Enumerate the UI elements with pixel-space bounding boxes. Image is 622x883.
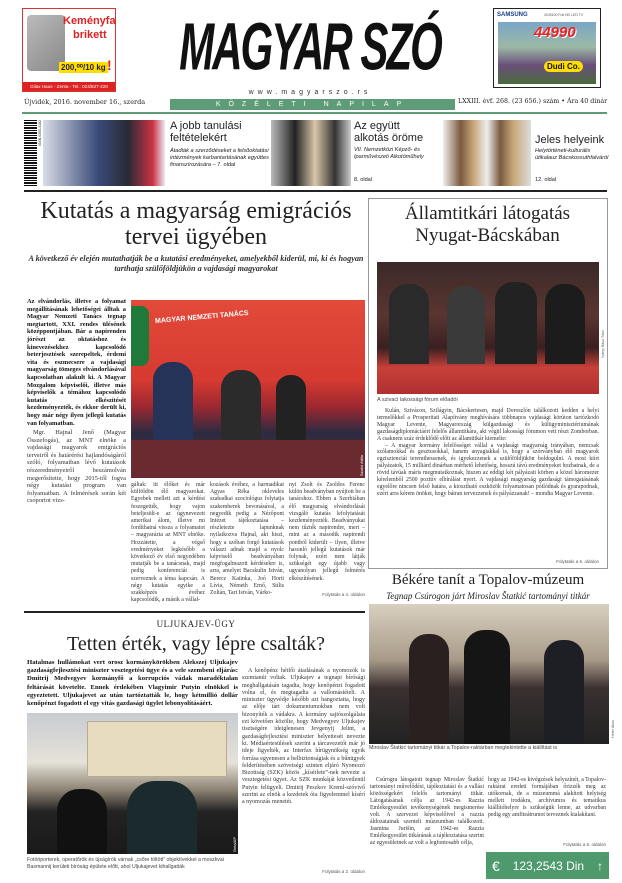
main-lead bbox=[27, 298, 126, 598]
header-rule bbox=[22, 112, 607, 114]
visitor-2 bbox=[464, 630, 510, 744]
visitor-3 bbox=[544, 640, 584, 744]
barcode bbox=[24, 120, 37, 186]
uljukajev-col: A kenőpénz hétfői átadásának a nyomozók is szemtanúi voltak. Uljukajev a tegnapi bírósági meghallgatásán tagadta, hogy kenőpénzt fogadott volna el, és megtagadta a vallomástételt. A miniszter ügyvédje később azt hangoztatta, hogy az elője tárt dokumentumokban nem volt bizonyíték a vádakra. A kormány sajtószolgálata ezt követően közölte, hogy Medvegyev Uljukajev tisztségére ideiglenesen Jevgenyij Jelint, a gazdaságfejlesztési miniszter helyettesét nevezte ki. Médiaértesülések szerint a tárcavezetőt már jó ideje figyelték, az Interfax hírügynökség egyik forrása egyenesen a belbiztonságiak és a bűnügyek felderítésében szövetségi szinten eljáró Nyomozó Bizottság (SZK) közös „kísérlete”-nek nevezte a vesztegetési ügyet. Az SZK munkáját közvetlenül Putyin felügyeli. Dmitrij Peszkov Kreml-szóvivő szerint az elnök a kezdetek óta figyelemmel kísérí a nyomozás menetét. bbox=[242, 668, 365, 806]
trend-up-icon: ↑ bbox=[597, 858, 603, 873]
topalov-photo[interactable] bbox=[369, 604, 609, 744]
person-3 bbox=[495, 282, 537, 364]
topalov-headline[interactable]: Békére tanít a Topalov-múzeum bbox=[391, 572, 585, 588]
main-headline[interactable]: Kutatás a magyarság emigrációs tervei ügyében bbox=[40, 198, 352, 250]
main-rule bbox=[24, 611, 365, 613]
allamtitkar-headline[interactable]: Államtitkári látogatás Nyugat-Bácskában bbox=[404, 203, 571, 246]
ad-exclaim: ! bbox=[107, 57, 112, 73]
euro-rate-box bbox=[486, 852, 609, 879]
teaser-3-text: Helytörténeti-kulturális útikalauz Bácskossuthfalváról bbox=[535, 148, 609, 161]
building bbox=[87, 721, 227, 777]
speaker-right bbox=[276, 375, 306, 440]
uljukajev-kicker: ULJUKAJEV-ÜGY bbox=[156, 619, 236, 629]
euro-icon: € bbox=[492, 857, 500, 874]
teaser-1-photo[interactable] bbox=[43, 120, 165, 186]
allamtitkar-caption: A szivaci lakossági fórum előadói bbox=[377, 397, 458, 403]
speaker-center bbox=[221, 370, 261, 450]
reporter-1 bbox=[57, 789, 107, 854]
person-4 bbox=[545, 284, 585, 364]
topalov-caption: Miroslav Štatkić tartományi titkár a Topalov-raktárban megtekintette a kiállítást is bbox=[369, 745, 558, 751]
ad-shop: Dudi Co. bbox=[544, 61, 583, 72]
teaser-3-photo[interactable] bbox=[443, 120, 531, 186]
topalov-photo-credit: Hefer Ákos bbox=[611, 720, 615, 738]
photo-banner-text: MAGYAR NEMZETI TANÁCS bbox=[154, 309, 249, 326]
teaser-2-title[interactable]: Az együtt alkotás öröme bbox=[354, 120, 424, 144]
ad-title-1: Keményfa bbox=[63, 15, 116, 27]
main-lead-text: Az elvándorlás, illetve a folyamat megállításának lehetőségei álltak a Magyar Nemzeti Tanács tegnap megtartott, XXI. rendes ülésének középpontjában. Bár a napirenden jórészt az oktatáshoz és kinevezésekhez kapcsolódó beterjesztések szerepeltek, érdemi vita és eszmecsere a vajdasági magyarság tömeges elvándorlásával kapcsolatban alakult ki. A Magyar Mozgalom képviselői, illetve más képviselők a témához kapcsolódó kutatás elkészítését kezdeményezték, és ekkor derült ki, hogy már négy ilyen jellegű kutatás van folyamatban. bbox=[27, 298, 126, 427]
topalov-subhead: Tegnap Csúrogon járt Miroslav Štatkić tartományi titkár bbox=[386, 591, 590, 601]
main-paragraph-2: Mgr. Hajnal Jenő (Magyar Összefogás), az MNT elnöke a vajdasági magyarok emigrációs terveiről és határérési hajlandóságáról szóló, folyamatban lévő kutatások részeredményeiről beszámolván megerősítette, hogy 2015-től fogva négy kutatási program van folyamatban. A felmérések során két csoportot vizs- bbox=[27, 429, 126, 505]
main-col-3: kozások évéhez, a harmadikat Agyas Réka okleveles szabadkai szociológus folytatja szakemberek bevonásával, a negyedik pedig a Nézőpont Intézet tájékoztatása – részletezte lapunknak nyilatkozva Hajnal, aki hiszi, hogy a szóban forgó kutatások választ adnak majd a nyolc képviselő beadványában megfogalmazott kérdésekre is, arra, amelyet Bacskulin István, Berecz Katinka, Joó Horti Lívia, Németh Ernő, Stílis Zoltán, Tari István, Várko- bbox=[210, 482, 284, 597]
ad-brikett[interactable] bbox=[22, 8, 116, 92]
topalov-col-2: hogy az 1942-es kivégzések helyszínét, a Topalov-raktárat eredeti formájában őrizzék meg az utókornak, de a múzeummá alakított helyiség mellett irodákra, archívumra és tematikus kiállítóhelyre is szükségük lenne, az udvarban pedig egy amfiteátrumot terveznek kialakítani. bbox=[488, 777, 606, 818]
topalov-col-1: Csúrogra látogatott tegnap Miroslav Štatkić tartományi művelődési, tájékoztatási és a vallási közösségekért felelős tartományi titkár. Látogatásának célja az 1942-es Razzia Emlékegyesület tevékenységének megismerése volt. A szervezet képviselőivel a razzia áldozatainak szentelt múzeumban találkozott. Jasmina Jurišin, az 1942-es Razzia Emlékegyesület titkárának a tájékoztatása szerint az egyesületnek az volt a legfontosabb célja, bbox=[370, 777, 484, 846]
teaser-2-page: 8. oldal bbox=[354, 177, 373, 183]
teaser-rule bbox=[24, 190, 607, 192]
photo-credit: Szabó Attila bbox=[359, 454, 364, 476]
allamtitkar-photo[interactable] bbox=[377, 262, 599, 394]
issue-date: Újvidék, 2016. november 16., szerda bbox=[24, 98, 146, 106]
allamtitkar-p1: Kulán, Szivácon, Szilágyin, Bácskertesen, majd Doroszlón találkozott kedden a helyi termelőkkel a Prosperitati Alapítvány meghívására többnapos vajdasági körúton tartózkodó Magyar Levente, Magyarország külgazdasági és külügyminisztériumának gazdaságdiplomáciáért felelős államtitkára, aki végül lakossági fórumon vett részt Zomborban. A csaknem száz érdeklődő előtt az államtitkár kiemelte: bbox=[377, 408, 599, 442]
teaser-2-photo[interactable] bbox=[271, 120, 351, 186]
teaser-1-title[interactable]: A jobb tanulási feltételekért bbox=[170, 120, 242, 144]
teaser-2-text: VII. Nemzetközi Képző- és Iparművészeti Alkotóműhely bbox=[354, 147, 424, 160]
main-col-4: nyi Zsolt és Zsoldos Ferenc külön beadványban nyújtott be a tanácshoz. Ebben a Szerbiában élő magyarság elvándorlását vizsgáló kutatás lefolytatását kezdeményezték. Beadványukat nem tűzték napirendre, mert – mint az a második napirendi pontból kiderült – ilyen, illetve hasonló jellegű kutatások már folynak, ezért nem látják szükségét egy újabb vagy ugyanolyan jellegű felmérés elkészítésének. bbox=[289, 482, 365, 582]
barcode-issn: ISSN 0350-4182 bbox=[38, 120, 42, 146]
ad-brand: SAMSUNG bbox=[497, 12, 528, 18]
main-subhead: A következő év elején mutathatják be a kutatási eredményeket, amelyekből kiderül, mi, ki és hogyan tarthatja szülőföldjükön a vajdasági magyarokat bbox=[28, 254, 364, 273]
ad-model: 40J5100 Full HD LED TV bbox=[544, 13, 584, 17]
uljukajev-lead: Hatalmas hullámokat vert orosz kormánykörökben Alekszej Uljukajev gazdaságfejlesztési miniszter vesztegetési ügye és a vele szembeni eljárás: Dmitrij Medvegyev kormányfő a korrupciós vádak maradéktalan feltárását követelte. Ennek érdekében Vlagyimir Putyin elnökkel is egyeztetett. Uljukajevet az után tartóztatták le, hogy kétmillió dollár kenőpénzt fogadott el egy vitás gazdasági ügylet lebonyolításáért. bbox=[27, 659, 238, 708]
uljukajev-caption: Fotóriporterek, operatőrök és újságírók várnak „csőre töltött” objektívekkel a moszkvai Basmannij kerületi bíróság épülete előtt, ahol Uljukajevet kihallgatták bbox=[27, 857, 224, 870]
allamtitkar-continued[interactable]: Folytatás a 6. oldalon bbox=[556, 559, 599, 564]
uljukajev-continued[interactable]: Folytatás a 2. oldalon bbox=[322, 869, 365, 874]
allamtitkar-p2: – A magyar kormány felelősséget vállal a vajdasági magyarság irányában, nemcsak szólamokkal és gesztusokkal, hanem anyagiakkal is, hogy a szórványban élő magyarok egzisztenciát teremthessenek, és igyekezzenek a szülőföldjükön boldogulni. A most kiírt pályázatok, 15 milliárd dinárban mérhető lehetőség, hosszú távú eredményeket hozhatnak, de a rövid távúak máris megmutatkoznak, hiszen az eddigi két pályázati körben a közel háromezer kérelemből 2500 pozitív elbírálást nyert. A vajdasági magyarság gazdasági támogatásának egyelőre nincsen felső határa, a kiosztható eszközök folyamatosan pótlódnak és gyarapodnak, ezért arra kérem önöket, hogy bátran tervezzenek és pályázzanak! – mondta Magyar Levente. bbox=[377, 442, 599, 497]
main-col-2: gáltak: itt élőket és már külföldön élő magyarokat. Egyebek mellett azt a kérdést feszegették, hogy vajon beteljesült-e az úgynevezett amerikai álom, illetve mi fordíthatná vissza a folyamatot – magyarázta az MNT elnöke. Hozzátette, a végső eredményeket legkésőbb a következő év első negyedében mutatják be a tanácsnak, majd pedig konferenciát is szerveznek a téma kapcsán. A négy kutatás egyike a szakképzés évéhez kapcsolódik, a másik a vállal- bbox=[131, 482, 205, 604]
topalov-continued[interactable]: Folytatás a 6. oldalon bbox=[563, 842, 606, 847]
uljukajev-headline[interactable]: Tetten érték, vagy lépre csalták? bbox=[67, 633, 325, 655]
masthead-url[interactable]: www.magyarszo.rs bbox=[248, 89, 372, 96]
ad-price: 200,⁰⁰/10 kg bbox=[61, 63, 106, 72]
ad-title-2: brikett bbox=[73, 29, 107, 41]
person-2 bbox=[447, 286, 485, 364]
allamtitkar-photo-credit: Iványi Rácz Tibor bbox=[601, 330, 605, 358]
teaser-1-text bbox=[170, 148, 270, 169]
visitor-1 bbox=[409, 634, 449, 744]
teaser-3-page: 12. oldal bbox=[535, 177, 557, 183]
speaker-left bbox=[153, 362, 193, 452]
teaser-1-page: – 7. oldal bbox=[211, 162, 236, 168]
allamtitkar-text bbox=[377, 408, 599, 558]
masthead-logo[interactable]: MAGYAR SZÓ bbox=[179, 8, 441, 84]
tagline-bar: KÖZÉLETI NAPILAP bbox=[170, 99, 455, 110]
issue-info: LXXIII. évf. 268. (23 656.) szám • Ára 40 dinár bbox=[458, 98, 608, 105]
uljukajev-photo[interactable] bbox=[27, 713, 238, 854]
ad-footer: Gilax Haus - Zenta - Tel.: 024/827-220 bbox=[23, 82, 115, 91]
teaser-3-title[interactable]: Jeles helyeink bbox=[535, 134, 605, 146]
teaser-1-summary: Átadták a szerződéseket a felsőoktatási intézmények karbantartásának együttes finanszírozására bbox=[170, 148, 269, 168]
table bbox=[131, 440, 365, 478]
ad-tv-price: 44990 bbox=[534, 24, 576, 41]
mnt-emblem bbox=[131, 306, 149, 366]
reporter-2 bbox=[127, 781, 197, 854]
euro-rate: 123,2543 Din bbox=[512, 858, 585, 873]
uljukajev-photo-credit: Beta/AP bbox=[232, 837, 237, 852]
main-photo[interactable] bbox=[131, 300, 365, 478]
main-continued[interactable]: Folytatás a 4. oldalon bbox=[322, 592, 365, 597]
person-1 bbox=[389, 284, 429, 364]
ad-samsung[interactable] bbox=[493, 8, 601, 88]
